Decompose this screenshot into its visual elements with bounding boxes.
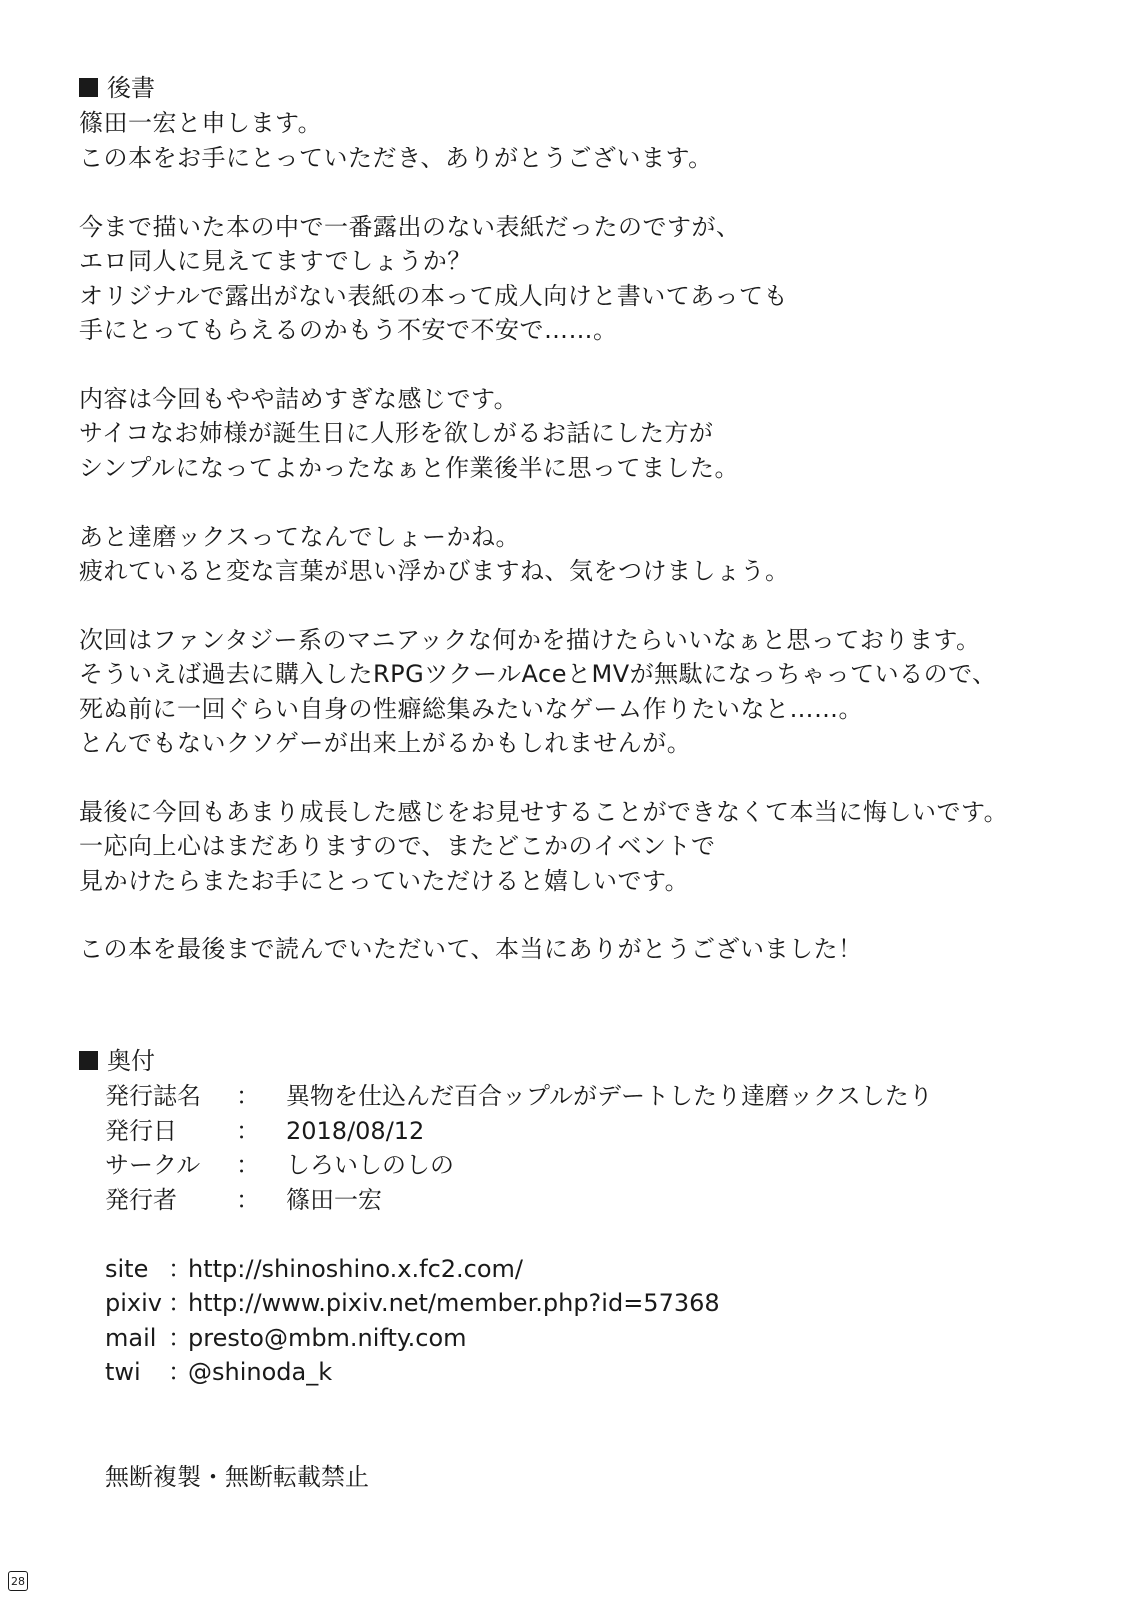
contact-separator: ： [168, 1289, 192, 1317]
contact-separator: ： [168, 1358, 192, 1386]
square-bullet-icon [79, 1051, 98, 1070]
afterword-line: サイコなお姉様が誕生日に人形を欲しがるお話にした方が [79, 419, 714, 447]
afterword-line: 次回はファンタジー系のマニアックな何かを描けたらいいなぁと思っております。 [79, 626, 981, 654]
afterword-heading [79, 73, 155, 103]
contact-separator: ： [168, 1255, 192, 1283]
colophon-heading [79, 1046, 155, 1076]
afterword-line: エロ同人に見えてますでしょうか？ [79, 247, 472, 275]
colophon-separator: ： [236, 1082, 260, 1110]
contact-label: site [105, 1255, 149, 1283]
afterword-line: とんでもないクソゲーが出来上がるかもしれませんが。 [79, 729, 692, 757]
colophon-value: 篠田一宏 [286, 1186, 382, 1214]
colophon-label: 発行誌名 [105, 1082, 201, 1110]
afterword-line: 最後に今回もあまり成長した感じをお見せすることができなくて本当に悔しいです。 [79, 798, 1009, 826]
page-number: 28 [8, 1571, 28, 1591]
afterword-line: そういえば過去に購入したRPGツクールAceとMVが無駄になっちゃっているので、 [79, 660, 997, 688]
contact-label: twi [105, 1358, 141, 1386]
mail-address: presto@mbm.nifty.com [188, 1324, 467, 1352]
afterword-line: この本をお手にとっていただき、ありがとうございます。 [79, 144, 713, 172]
afterword-line: 内容は今回もやや詰めすぎな感じです。 [79, 385, 519, 413]
square-bullet-icon [79, 78, 98, 97]
colophon-label: サークル [105, 1151, 201, 1179]
afterword-line: 篠田一宏と申します。 [79, 109, 323, 137]
contact-label: mail [105, 1324, 157, 1352]
twitter-handle: @shinoda_k [188, 1358, 333, 1386]
afterword-line: 手にとってもらえるのかもう不安で不安で……。 [79, 316, 618, 344]
afterword-title: 後書 [107, 74, 155, 102]
afterword-line: シンプルになってよかったなぁと作業後半に思ってました。 [79, 454, 739, 482]
colophon-separator: ： [236, 1186, 260, 1214]
afterword-line: この本を最後まで読んでいただいて、本当にありがとうございました！ [79, 935, 863, 963]
afterword-line: 疲れていると変な言葉が思い浮かびますね、気をつけましょう。 [79, 557, 790, 585]
colophon-value: しろいしのしの [286, 1151, 454, 1179]
pixiv-link: http://www.pixiv.net/member.php?id=57368 [188, 1289, 720, 1317]
contact-separator: ： [168, 1324, 192, 1352]
colophon-value: 2018/08/12 [286, 1117, 425, 1145]
afterword-line: あと達磨ックスってなんでしょーかね。 [79, 523, 520, 551]
colophon-separator: ： [236, 1117, 260, 1145]
afterword-line: 見かけたらまたお手にとっていただけると嬉しいです。 [79, 867, 690, 895]
colophon-separator: ： [236, 1151, 260, 1179]
colophon-label: 発行日 [105, 1117, 177, 1145]
contact-label: pixiv [105, 1289, 162, 1317]
copyright-notice: 無断複製・無断転載禁止 [105, 1463, 369, 1491]
colophon-label: 発行者 [105, 1186, 177, 1214]
colophon-title: 奥付 [107, 1047, 155, 1075]
afterword-line: 一応向上心はまだありますので、またどこかのイベントで [79, 832, 716, 860]
afterword-line: 死ぬ前に一回ぐらい自身の性癖総集みたいなゲーム作りたいなと……。 [79, 695, 863, 723]
site-link: http://shinoshino.x.fc2.com/ [188, 1255, 524, 1283]
afterword-line: オリジナルで露出がない表紙の本って成人向けと書いてあっても [79, 282, 789, 310]
colophon-value: 異物を仕込んだ百合ップルがデートしたり達磨ックスしたり [286, 1082, 933, 1110]
afterword-line: 今まで描いた本の中で一番露出のない表紙だったのですが、 [79, 213, 741, 241]
